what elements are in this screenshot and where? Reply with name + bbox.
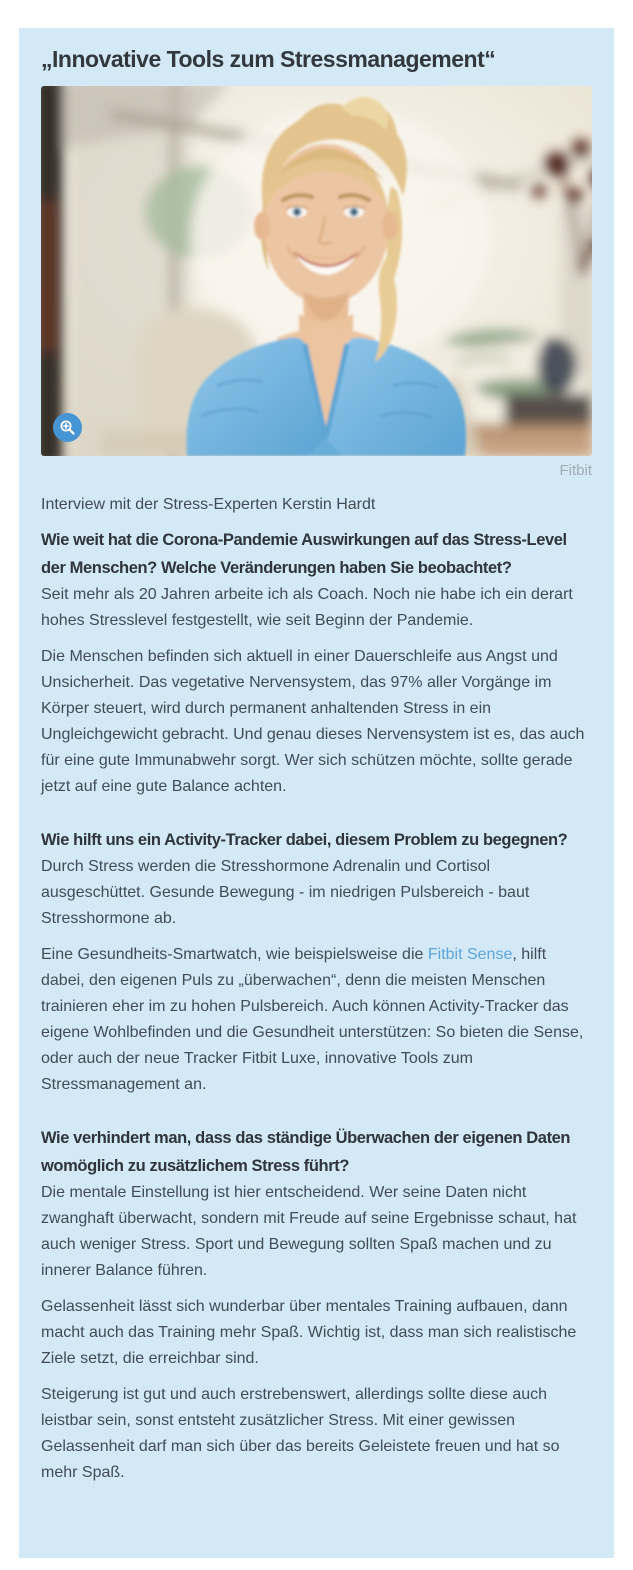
answer-paragraph: Durch Stress werden die Stresshormone Adrenalin und Cortisol ausgeschüttet. Gesunde Bewegung - im niedrigen Pulsbereich - baut Stresshormone ab. bbox=[41, 858, 530, 927]
article-title: „Innovative Tools zum Stressmanagement“ bbox=[41, 46, 496, 72]
fitbit-sense-link[interactable]: Fitbit Sense bbox=[427, 946, 513, 963]
answer-paragraph: Seit mehr als 20 Jahren arbeite ich als Coach. Noch nie habe ich ein derart hohes Stresslevel festgestellt, wie seit Beginn der Pandemie. bbox=[41, 586, 573, 629]
article-panel bbox=[19, 28, 614, 1558]
answer-paragraph: Gelassenheit lässt sich wunderbar über mentales Training aufbauen, dann macht auch das Training mehr Spaß. Wichtig ist, dass man sich realistische Ziele setzt, die erreichbar sind. bbox=[41, 1298, 577, 1367]
photo-credit: Fitbit bbox=[559, 462, 592, 479]
answer-paragraph: Steigerung ist gut und auch erstrebenswert, allerdings sollte diese auch leistbar sein, sonst entsteht zusätzlicher Stress. Mit einer gewissen Gelassenheit darf man sich über das bereits Geleistete freuen und hat so mehr Spaß. bbox=[41, 1386, 560, 1481]
question-heading-1: Wie weit hat die Corona-Pandemie Auswirkungen auf das Stress-Level der Menschen? Welche Veränderungen haben Sie beobachtet? bbox=[41, 531, 567, 577]
answer-paragraph: Die mentale Einstellung ist hier entscheidend. Wer seine Daten nicht zwanghaft überwacht, sondern mit Freude auf seine Ergebnisse schaut, hat auch weniger Stress. Sport und Bewegung sollten Spaß machen und zu innerer Balance führen. bbox=[41, 1184, 577, 1279]
zoom-button[interactable] bbox=[53, 413, 82, 442]
answer-text: Eine Gesundheits-Smartwatch, wie beispielsweise die bbox=[41, 946, 428, 963]
answer-paragraph bbox=[41, 942, 592, 1098]
answer-text: , hilft dabei, den eigenen Puls zu „überwachen“, denn die meisten Menschen trainieren eher im zu hohen Pulsbereich. Auch können Activity-Tracker das eigene Wohlbefinden und die Gesundheit unterstützen: So bieten die Sense, oder auch der neue Tracker Fitbit Luxe, innovative Tools zum Stressmanagement an. bbox=[41, 946, 584, 1093]
intro-paragraph: Interview mit der Stress-Experten Kerstin Hardt bbox=[41, 496, 376, 513]
question-heading-3: Wie verhindert man, dass das ständige Überwachen der eigenen Daten womöglich zu zusätzlichem Stress führt? bbox=[41, 1129, 571, 1175]
article-photo[interactable] bbox=[41, 86, 592, 456]
magnifier-plus-icon bbox=[59, 419, 76, 436]
question-heading-2: Wie hilft uns ein Activity-Tracker dabei, diesem Problem zu begegnen? bbox=[41, 831, 568, 849]
photo-illustration bbox=[41, 86, 592, 456]
answer-paragraph: Die Menschen befinden sich aktuell in einer Dauerschleife aus Angst und Unsicherheit. Das vegetative Nervensystem, das 97% aller Vorgänge im Körper steuert, wird durch permanent anhaltenden Stress in ein Ungleichgewicht gebracht. Und genau dieses Nervensystem ist es, das auch für eine gute Immunabwehr sorgt. Wer sich schützen möchte, sollte gerade jetzt auf eine gute Balance achten. bbox=[41, 648, 585, 795]
